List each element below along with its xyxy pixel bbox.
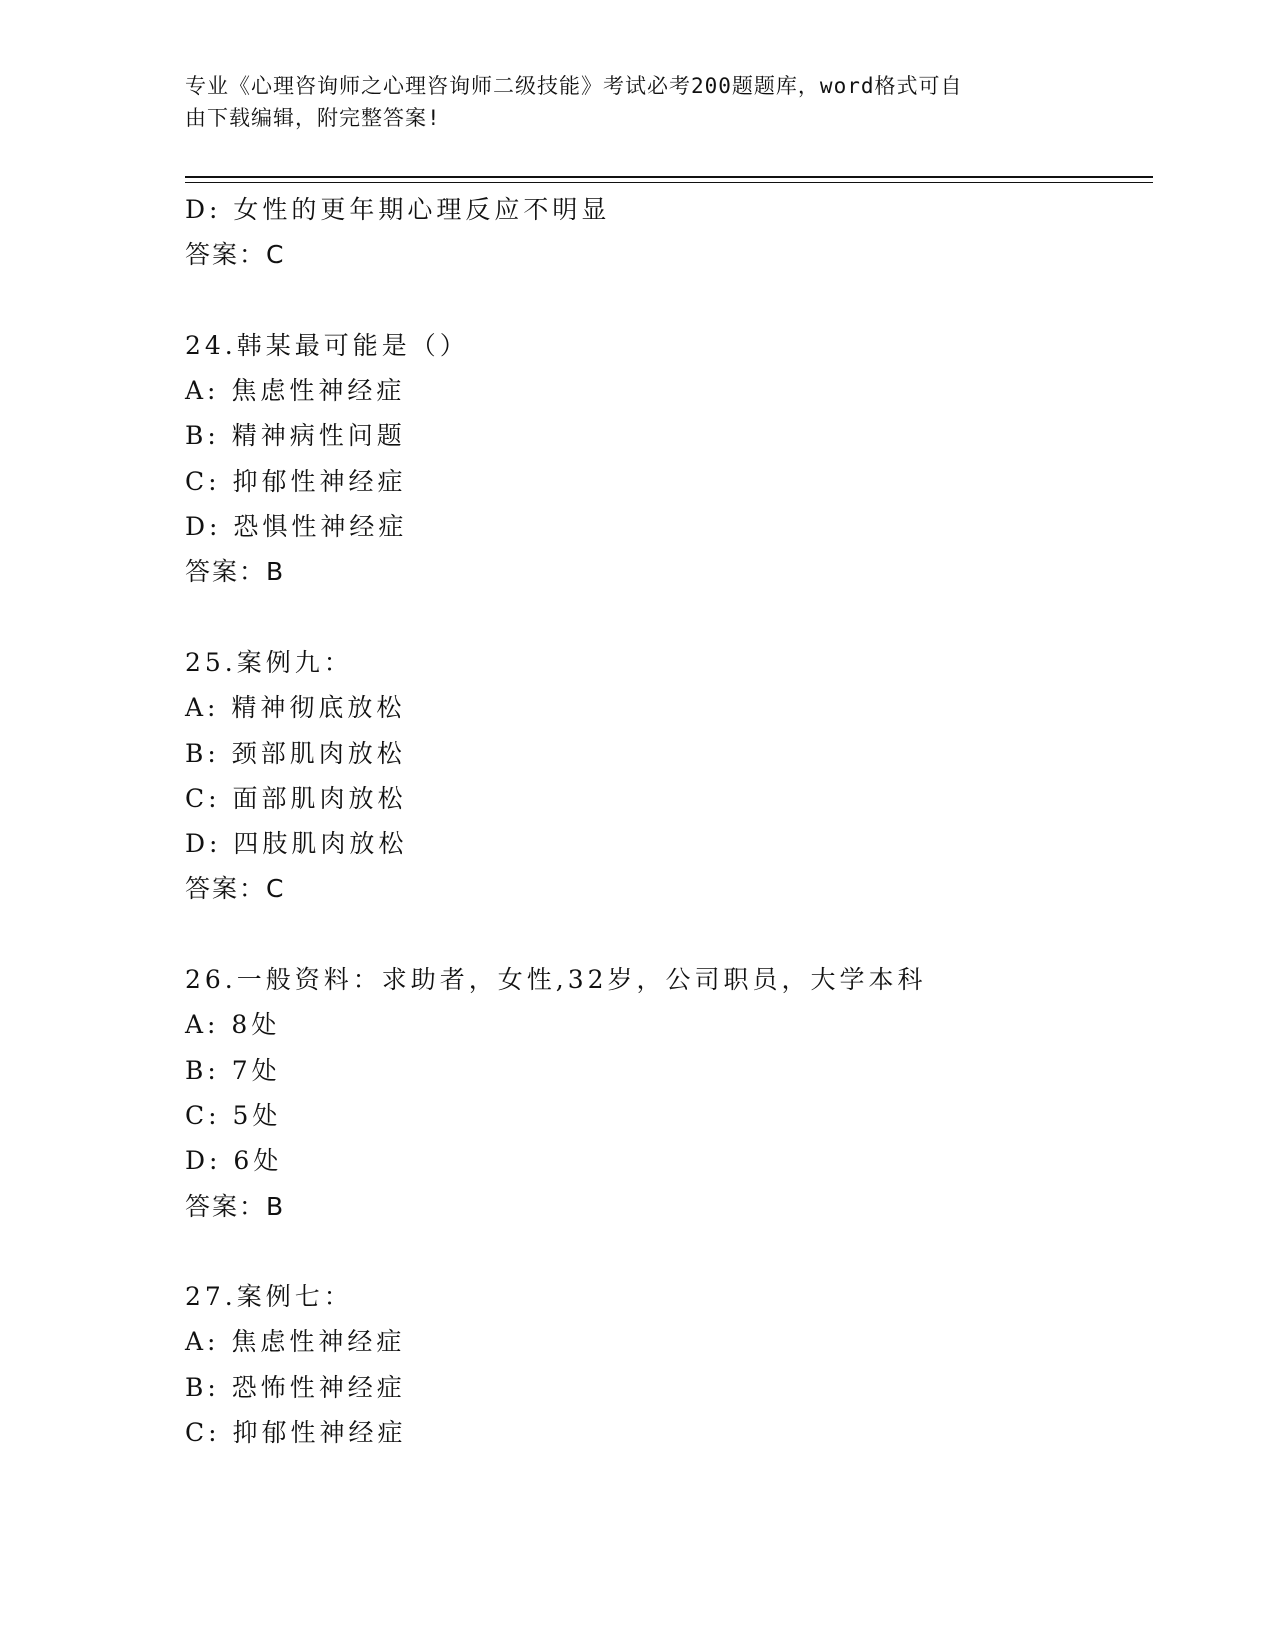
option-b: B: 恐怖性神经症: [185, 1372, 406, 1402]
option-c: C: 5处: [185, 1100, 282, 1130]
option-d: D: 四肢肌肉放松: [185, 829, 408, 859]
question-stem: 25.案例九：: [185, 647, 353, 677]
question-block: [185, 1274, 1125, 1455]
option-b: B: 颈部肌肉放松: [185, 738, 406, 768]
header-line-1: 专业《心理咨询师之心理咨询师二级技能》考试必考200题题库，word格式可自: [185, 74, 963, 98]
option-d: D: 6处: [185, 1146, 283, 1176]
option-a: A: 焦虑性神经症: [185, 376, 406, 406]
option-a: A: 精神彻底放松: [185, 693, 406, 723]
question-block: [185, 640, 1125, 912]
option-a: A: 8处: [185, 1010, 281, 1040]
block-spacer: [185, 595, 1125, 640]
block-spacer: [185, 1229, 1125, 1274]
question-list: [185, 187, 1125, 1455]
question-block: [185, 187, 1125, 278]
option-c: C: 抑郁性神经症: [185, 466, 407, 496]
header-divider: [185, 176, 1153, 183]
option-c: C: 抑郁性神经症: [185, 1418, 407, 1448]
block-spacer: [185, 278, 1125, 323]
answer-line: 答案：C: [185, 240, 286, 270]
answer-line: 答案：B: [185, 1191, 286, 1221]
option-c: C: 面部肌肉放松: [185, 783, 407, 813]
answer-line: 答案：C: [185, 874, 286, 904]
document-header: [185, 70, 1065, 134]
question-stem: 26.一般资料：求助者，女性,32岁，公司职员，大学本科: [185, 965, 927, 995]
option-a: A: 焦虑性神经症: [185, 1327, 406, 1357]
question-stem: 27.案例七：: [185, 1282, 353, 1312]
option-b: B: 7处: [185, 1055, 281, 1085]
question-block: [185, 957, 1125, 1229]
header-line-2: 由下载编辑，附完整答案!: [185, 106, 441, 130]
option-b: B: 精神病性问题: [185, 421, 406, 451]
answer-line: 答案：B: [185, 557, 286, 587]
block-spacer: [185, 912, 1125, 957]
option-d: D: 女性的更年期心理反应不明显: [185, 195, 611, 224]
option-d: D: 恐惧性神经症: [185, 512, 408, 542]
question-block: [185, 323, 1125, 595]
question-stem: 24.韩某最可能是（）: [185, 330, 469, 360]
